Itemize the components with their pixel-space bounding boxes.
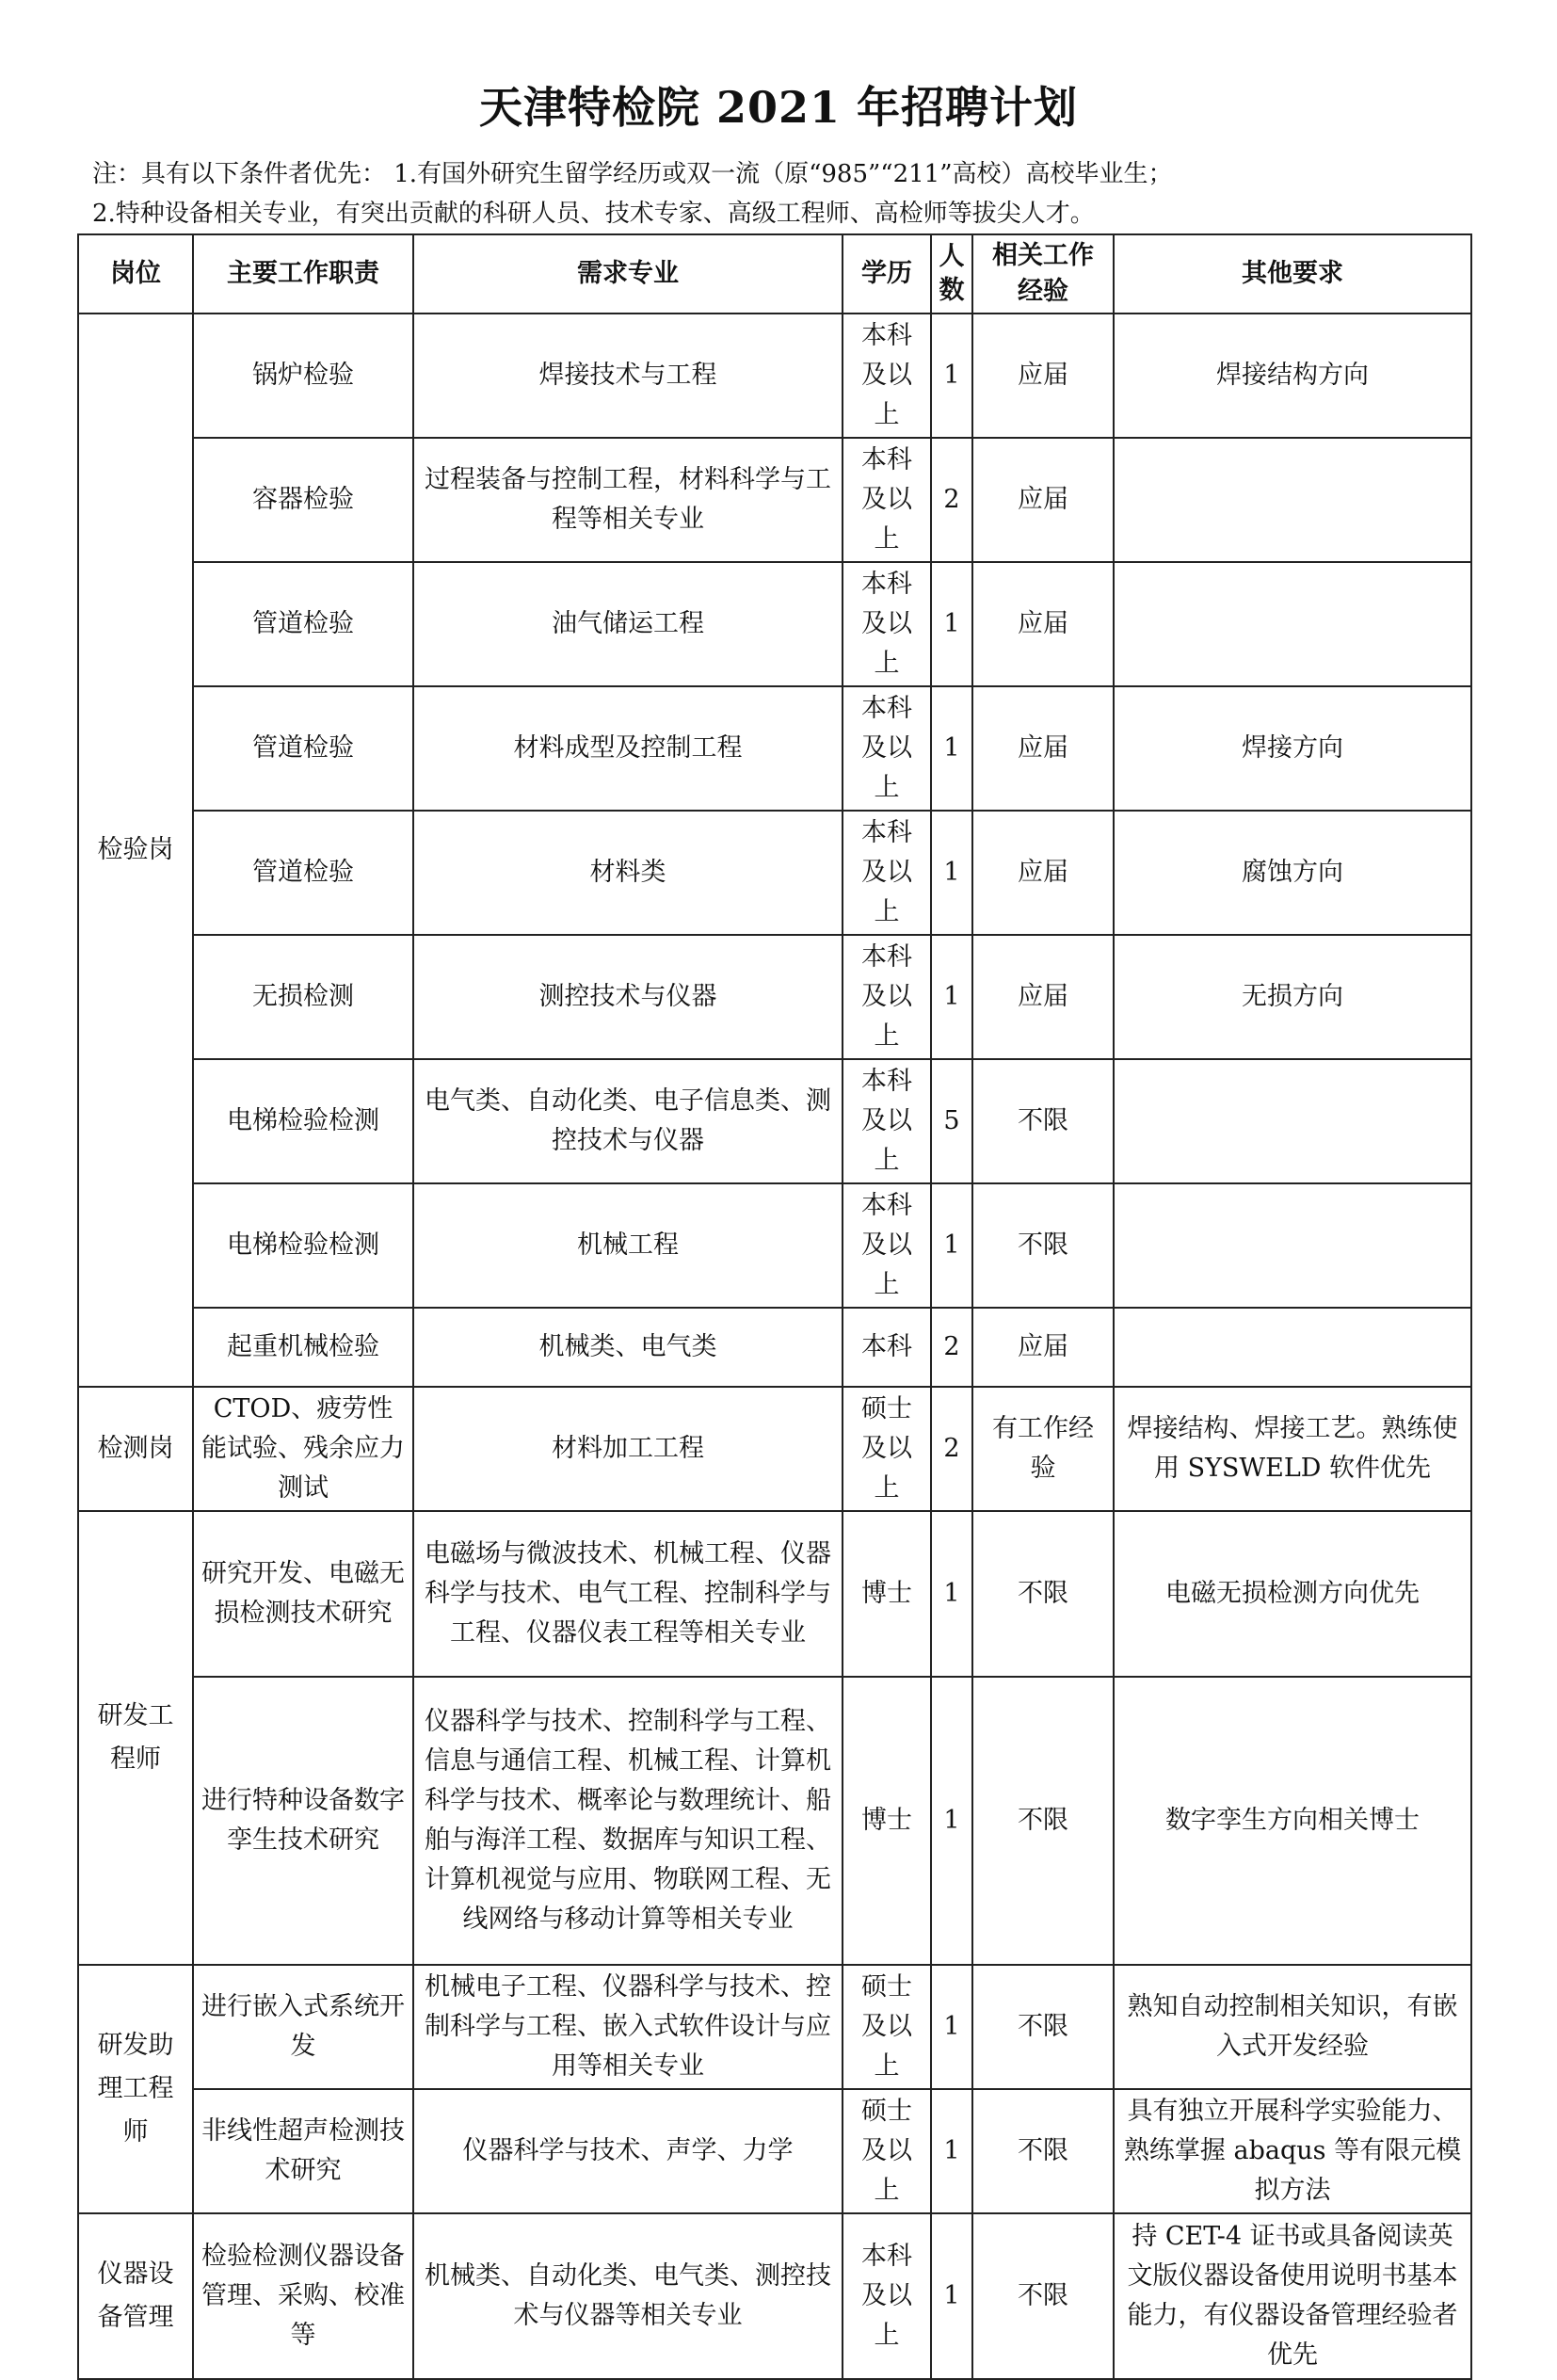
cell-count: 1 <box>931 1677 972 1965</box>
cell-other: 电磁无损检测方向优先 <box>1114 1511 1471 1677</box>
cell-duty: CTOD、疲劳性能试验、残余应力测试 <box>193 1387 413 1511</box>
group-label: 研发工程师 <box>78 1511 193 1965</box>
cell-major: 油气储运工程 <box>413 562 843 686</box>
cell-major: 机械类、电气类 <box>413 1308 843 1387</box>
cell-other: 熟知自动控制相关知识，有嵌入式开发经验 <box>1114 1965 1471 2089</box>
cell-duty: 非线性超声检测技术研究 <box>193 2089 413 2213</box>
cell-major: 仪器科学与技术、控制科学与工程、信息与通信工程、机械工程、计算机科学与技术、概率论与数理统计、船舶与海洋工程、数据库与知识工程、计算机视觉与应用、物联网工程、无线网络与移动计算等相关专业 <box>413 1677 843 1965</box>
cell-count: 2 <box>931 1387 972 1511</box>
cell-degree: 本科及以上 <box>843 562 931 686</box>
table-row <box>78 686 1471 811</box>
cell-degree: 本科及以上 <box>843 438 931 562</box>
header-major: 需求专业 <box>413 234 843 314</box>
cell-count: 1 <box>931 686 972 811</box>
cell-duty: 进行特种设备数字孪生技术研究 <box>193 1677 413 1965</box>
cell-degree: 博士 <box>843 1677 931 1965</box>
cell-experience: 不限 <box>972 1511 1114 1677</box>
cell-experience: 应届 <box>972 935 1114 1059</box>
cell-degree: 本科及以上 <box>843 1183 931 1308</box>
cell-major: 材料类 <box>413 811 843 935</box>
cell-other: 焊接方向 <box>1114 686 1471 811</box>
group-label: 检测岗 <box>78 1387 193 1511</box>
cell-major: 电磁场与微波技术、机械工程、仪器科学与技术、电气工程、控制科学与工程、仪器仪表工程等相关专业 <box>413 1511 843 1677</box>
cell-count: 1 <box>931 811 972 935</box>
cell-other: 焊接结构方向 <box>1114 314 1471 438</box>
cell-experience: 应届 <box>972 438 1114 562</box>
cell-experience: 不限 <box>972 1183 1114 1308</box>
cell-degree: 本科及以上 <box>843 314 931 438</box>
cell-major: 电气类、自动化类、电子信息类、测控技术与仪器 <box>413 1059 843 1183</box>
cell-major: 材料成型及控制工程 <box>413 686 843 811</box>
table-row <box>78 1965 1471 2089</box>
recruitment-table <box>77 233 1472 2380</box>
cell-duty: 无损检测 <box>193 935 413 1059</box>
header-count: 人数 <box>931 234 972 314</box>
cell-duty: 研究开发、电磁无损检测技术研究 <box>193 1511 413 1677</box>
header-degree: 学历 <box>843 234 931 314</box>
cell-degree: 硕士及以上 <box>843 2089 931 2213</box>
cell-duty: 起重机械检验 <box>193 1308 413 1387</box>
cell-count: 1 <box>931 314 972 438</box>
table-row <box>78 1677 1471 1965</box>
cell-count: 5 <box>931 1059 972 1183</box>
cell-experience: 不限 <box>972 1059 1114 1183</box>
header-experience: 相关工作经验 <box>972 234 1114 314</box>
cell-other <box>1114 562 1471 686</box>
cell-major: 材料加工工程 <box>413 1387 843 1511</box>
table-row <box>78 935 1471 1059</box>
cell-experience: 应届 <box>972 314 1114 438</box>
cell-degree: 本科及以上 <box>843 2213 931 2379</box>
cell-degree: 博士 <box>843 1511 931 1677</box>
cell-experience: 不限 <box>972 2089 1114 2213</box>
table-row <box>78 1308 1471 1387</box>
cell-count: 1 <box>931 2213 972 2379</box>
table-row <box>78 314 1471 438</box>
table-row <box>78 1387 1471 1511</box>
cell-other: 持 CET-4 证书或具备阅读英文版仪器设备使用说明书基本能力，有仪器设备管理经验者优先 <box>1114 2213 1471 2379</box>
table-row <box>78 1183 1471 1308</box>
cell-degree: 本科 <box>843 1308 931 1387</box>
cell-other <box>1114 1183 1471 1308</box>
cell-other <box>1114 1059 1471 1183</box>
cell-major: 机械类、自动化类、电气类、测控技术与仪器等相关专业 <box>413 2213 843 2379</box>
header-duty: 主要工作职责 <box>193 234 413 314</box>
cell-other <box>1114 438 1471 562</box>
cell-duty: 管道检验 <box>193 562 413 686</box>
cell-duty: 进行嵌入式系统开发 <box>193 1965 413 2089</box>
cell-duty: 检验检测仪器设备管理、采购、校准等 <box>193 2213 413 2379</box>
note-line-2: 2.特种设备相关专业，有突出贡献的科研人员、技术专家、高级工程师、高检师等拔尖人才。 <box>92 200 1095 228</box>
cell-degree: 本科及以上 <box>843 935 931 1059</box>
cell-duty: 管道检验 <box>193 686 413 811</box>
table-row <box>78 811 1471 935</box>
table-row <box>78 562 1471 686</box>
cell-other: 腐蚀方向 <box>1114 811 1471 935</box>
cell-count: 1 <box>931 1965 972 2089</box>
cell-other <box>1114 1308 1471 1387</box>
cell-count: 2 <box>931 438 972 562</box>
cell-count: 1 <box>931 1183 972 1308</box>
cell-major: 机械工程 <box>413 1183 843 1308</box>
table-row <box>78 1059 1471 1183</box>
table-row <box>78 1511 1471 1677</box>
table-row <box>78 2213 1471 2379</box>
cell-experience: 应届 <box>972 562 1114 686</box>
cell-experience: 不限 <box>972 1965 1114 2089</box>
cell-experience: 不限 <box>972 2213 1114 2379</box>
cell-duty: 容器检验 <box>193 438 413 562</box>
cell-experience: 应届 <box>972 1308 1114 1387</box>
cell-count: 2 <box>931 1308 972 1387</box>
document-title: 天津特检院 2021 年招聘计划 <box>478 82 1079 133</box>
group-label: 仪器设备管理 <box>78 2213 193 2379</box>
cell-experience: 应届 <box>972 686 1114 811</box>
header-other: 其他要求 <box>1114 234 1471 314</box>
table-header-row <box>78 234 1471 314</box>
group-label: 检验岗 <box>78 314 193 1387</box>
cell-experience: 有工作经验 <box>972 1387 1114 1511</box>
cell-count: 1 <box>931 1511 972 1677</box>
cell-other: 数字孪生方向相关博士 <box>1114 1677 1471 1965</box>
cell-duty: 锅炉检验 <box>193 314 413 438</box>
cell-degree: 本科及以上 <box>843 1059 931 1183</box>
group-label: 研发助理工程师 <box>78 1965 193 2213</box>
cell-other: 无损方向 <box>1114 935 1471 1059</box>
cell-experience: 不限 <box>972 1677 1114 1965</box>
cell-degree: 本科及以上 <box>843 686 931 811</box>
cell-experience: 应届 <box>972 811 1114 935</box>
table-row <box>78 438 1471 562</box>
table-row <box>78 2089 1471 2213</box>
cell-other: 具有独立开展科学实验能力、熟练掌握 abaqus 等有限元模拟方法 <box>1114 2089 1471 2213</box>
cell-degree: 硕士及以上 <box>843 1387 931 1511</box>
cell-degree: 硕士及以上 <box>843 1965 931 2089</box>
cell-count: 1 <box>931 562 972 686</box>
note-line-1: 注：具有以下条件者优先： 1.有国外研究生留学经历或双一流（原“985”“211”高校）高校毕业生； <box>92 160 1173 188</box>
cell-other: 焊接结构、焊接工艺。熟练使用 SYSWELD 软件优先 <box>1114 1387 1471 1511</box>
cell-major: 测控技术与仪器 <box>413 935 843 1059</box>
cell-duty: 管道检验 <box>193 811 413 935</box>
cell-major: 仪器科学与技术、声学、力学 <box>413 2089 843 2213</box>
cell-duty: 电梯检验检测 <box>193 1183 413 1308</box>
cell-degree: 本科及以上 <box>843 811 931 935</box>
cell-duty: 电梯检验检测 <box>193 1059 413 1183</box>
cell-count: 1 <box>931 935 972 1059</box>
cell-count: 1 <box>931 2089 972 2213</box>
cell-major: 机械电子工程、仪器科学与技术、控制科学与工程、嵌入式软件设计与应用等相关专业 <box>413 1965 843 2089</box>
cell-major: 过程装备与控制工程，材料科学与工程等相关专业 <box>413 438 843 562</box>
cell-major: 焊接技术与工程 <box>413 314 843 438</box>
header-position: 岗位 <box>78 234 193 314</box>
